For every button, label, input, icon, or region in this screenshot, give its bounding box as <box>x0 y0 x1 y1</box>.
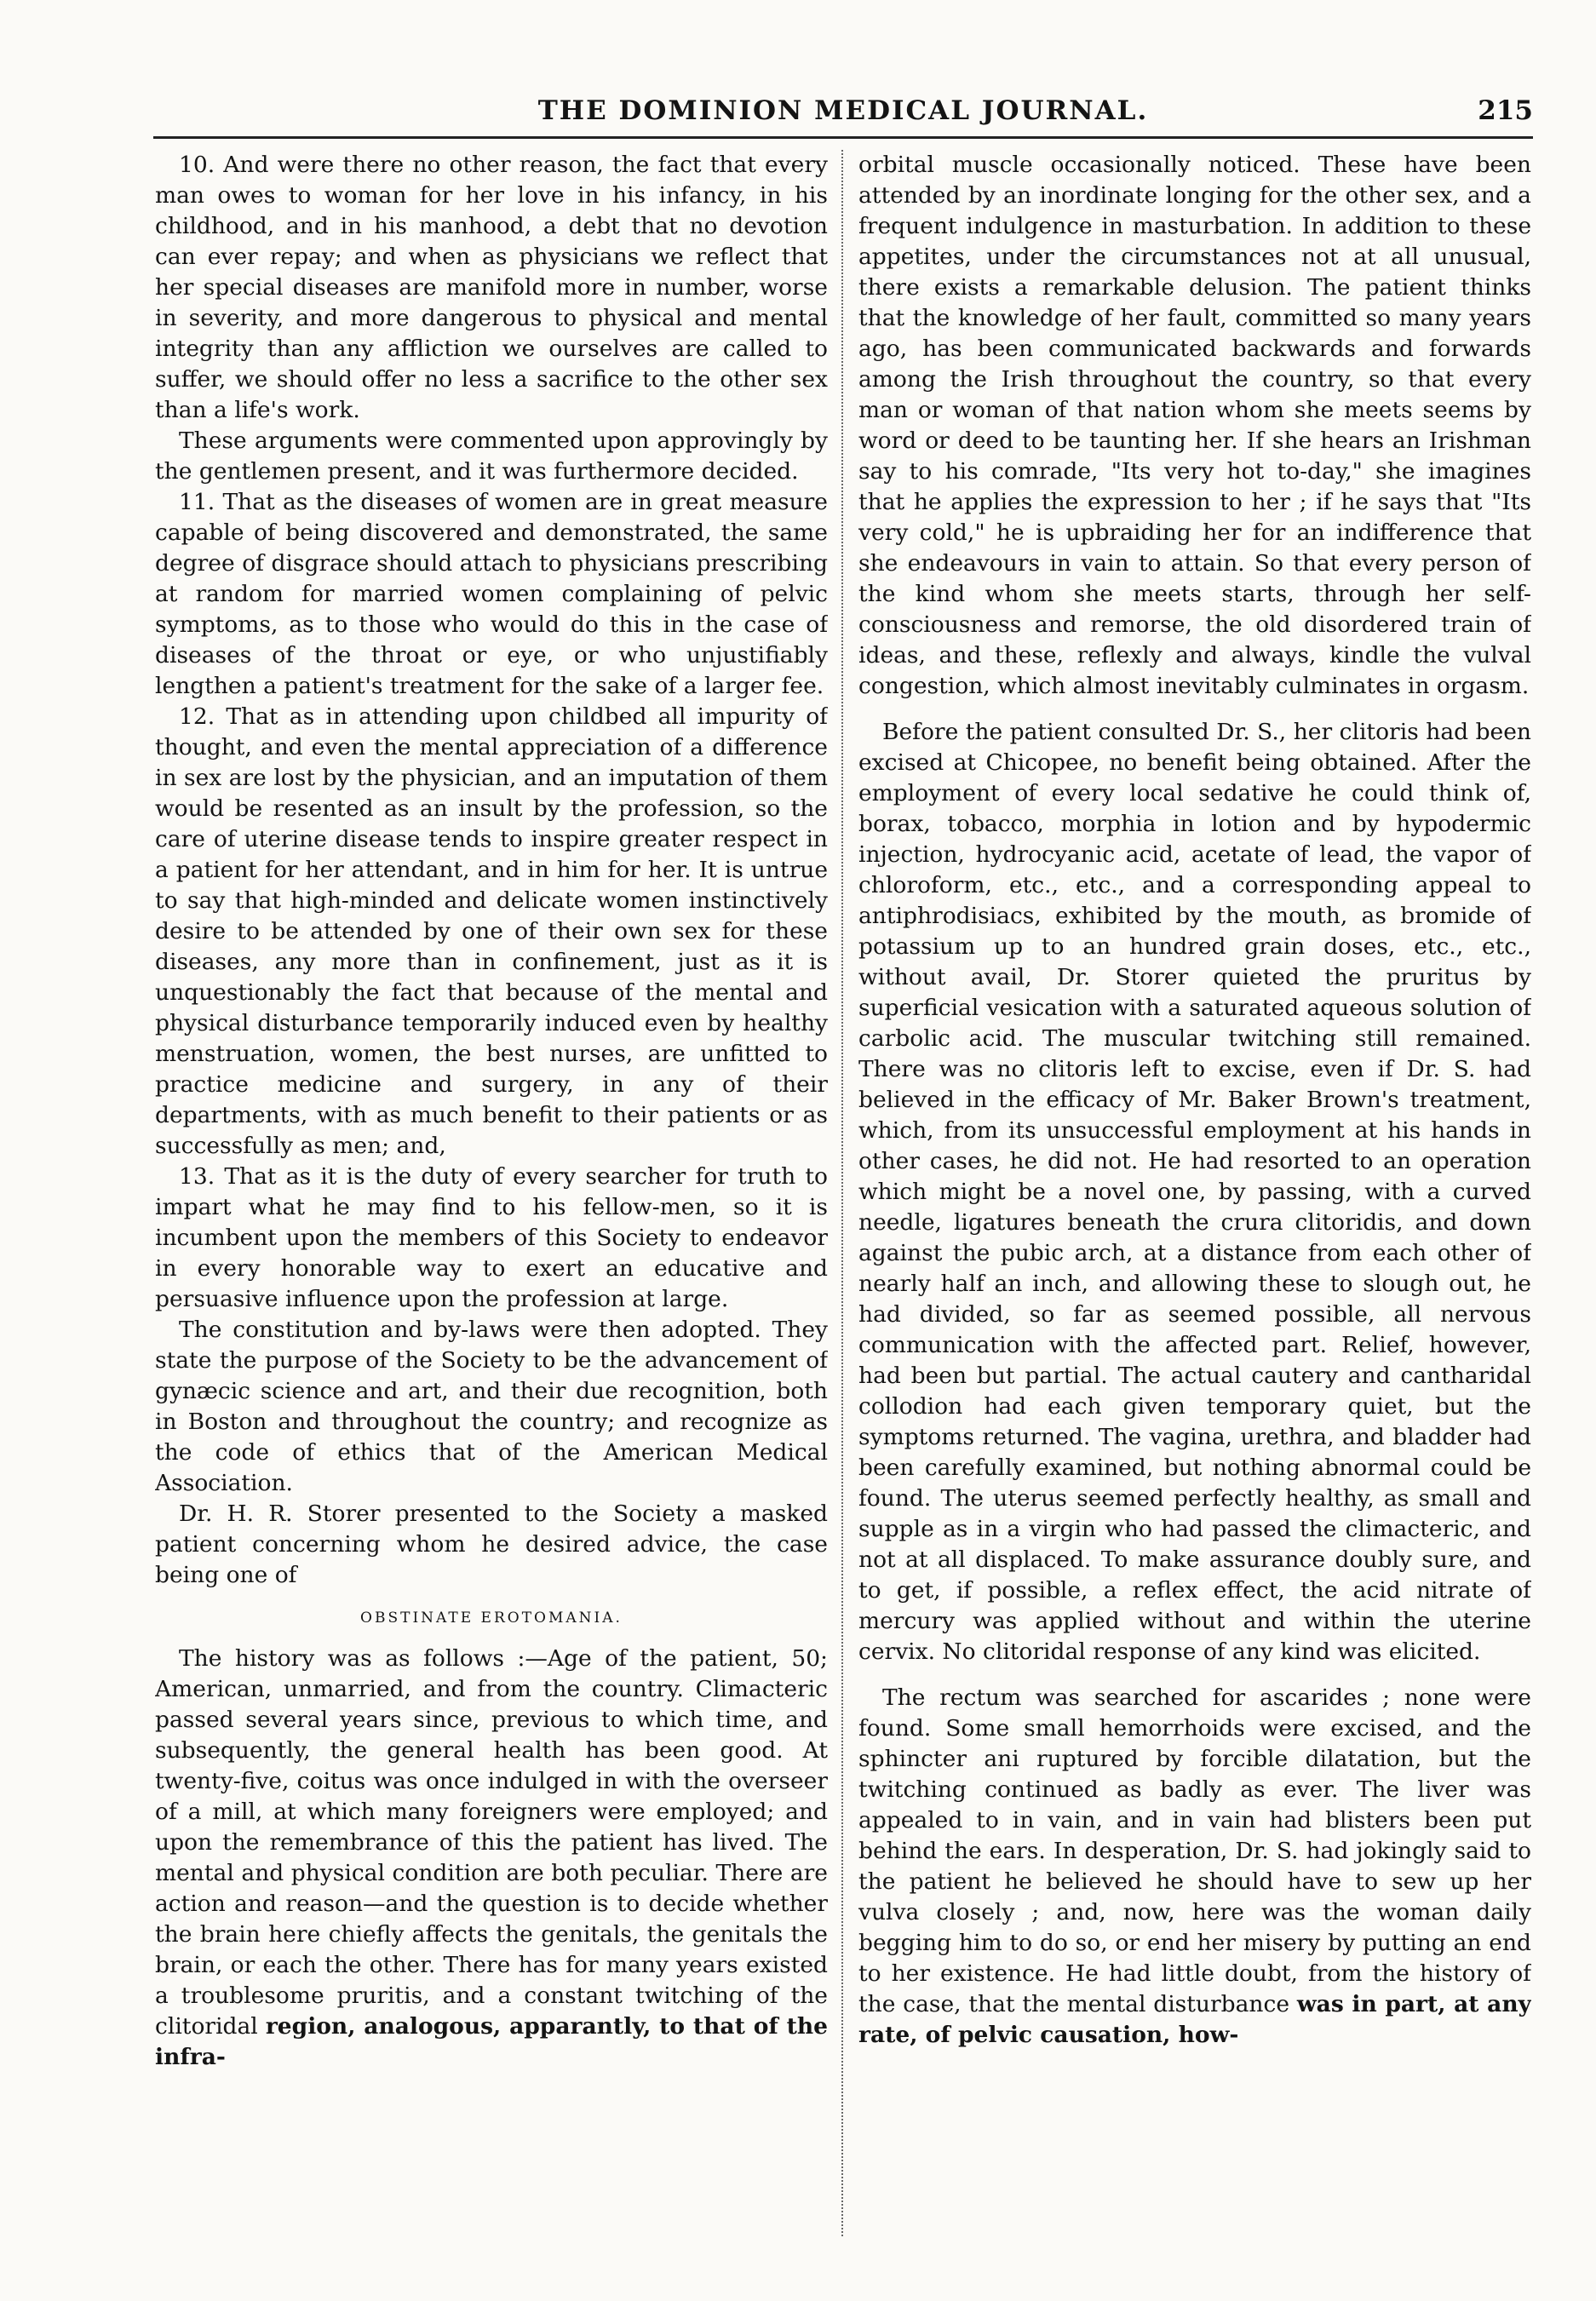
running-title: THE DOMINION MEDICAL JOURNAL. <box>537 95 1149 126</box>
paragraph-11: 11. That as the diseases of women are in great measure capable of being discovered and demonstrated, the same degree of disgrace should attach to physicians prescribing at random for married women complaining of pelvic symptoms, as to those who would do this in the case of diseases of the throat or eye, or who unjustifiably lengthen a patient's treatment for the sake of a larger fee. <box>155 489 828 699</box>
column-divider <box>841 150 843 2236</box>
history-bold-line: region, analogous, apparantly, to that of the infra- <box>155 2013 828 2070</box>
page-header <box>153 95 1533 138</box>
page-number: 215 <box>1478 95 1533 126</box>
history-text: The history was as follows :—Age of the patient, 50; American, unmarried, and from the country. Climacteric passed several years since, previous to which time, and subsequently, the general health has been good. At twenty-five, coitus was once indulged in with the overseer of a mill, at which many foreigners were employed; and upon the remembrance of this the patient has lived. The mental and physical condition are both peculiar. There are action and reason—and the question is to decide whether the brain here chiefly affects the genitals, the genitals the brain, or each the other. There has for many years existed a troublesome pruritis, and a constant twitching of the clitoridal <box>155 1645 828 2040</box>
section-heading: OBSTINATE EROTOMANIA. <box>360 1610 623 1627</box>
paragraph-13: 13. That as it is the duty of every searcher for truth to impart what he may find to his fellow-men, so it is incumbent upon the members of this Society to endeavor in every honorable way to exert an educative and persuasive influence upon the profession at large. <box>155 1163 828 1312</box>
left-column <box>155 150 828 2236</box>
paragraph-history <box>155 1644 828 2073</box>
rectum-bold-line: was in part, at any rate, of pelvic causation, how- <box>858 1991 1531 2048</box>
paragraph-storer: Dr. H. R. Storer presented to the Society a masked patient concerning whom he desired advice, the case being one of <box>155 1501 828 1588</box>
header-rule <box>153 136 1533 139</box>
paragraph-before-consult: Before the patient consulted Dr. S., her clitoris had been excised at Chicopee, no benefit being obtained. After the employment of every local sedative he could think of, borax, tobacco, morphia in lotion and by hypodermic injection, hydrocyanic acid, acetate of lead, the vapor of chloroform, etc., etc., and a corresponding appeal to antiphrodisiacs, exhibited by the mouth, as bromide of potassium up to an hundred grain doses, etc., etc., without avail, Dr. Storer quieted the pruritus by superficial vesication with a saturated aqueous solution of carbolic acid. The muscular twitching still remained. There was no clitoris left to excise, even if Dr. S. had believed in the efficacy of Mr. Baker Brown's treatment, which, from its unsuccessful employment at his hands in other cases, he did not. He had resorted to an operation which might be a novel one, by passing, with a curved needle, ligatures beneath the crura clitoridis, and down against the pubic arch, at a distance from each other of nearly half an inch, and allowing these to slough out, he had divided, so far as seemed possible, all nervous communication with the affected part. Relief, however, had been but partial. The actual cautery and cantharidal collodion had each given temporary quiet, but the symptoms returned. The vagina, urethra, and bladder had been carefully examined, but nothing abnormal could be found. The uterus seemed perfectly healthy, as small and supple as in a virgin who had passed the climacteric, and not at all displaced. To make assurance doubly sure, and to get, if possible, a reflex effect, the acid nitrate of mercury was applied without and within the uterine cervix. No clitoridal response of any kind was elicited. <box>858 719 1531 1665</box>
paragraph-arguments: These arguments were commented upon approvingly by the gentlemen present, and it was furthermore decided. <box>155 427 828 485</box>
paragraph-constitution: The constitution and by-laws were then adopted. They state the purpose of the Society to be the advancement of gynæcic science and art, and their due recognition, both in Boston and throughout the country; and recognize as the code of ethics that of the American Medical Association. <box>155 1317 828 1496</box>
right-column <box>858 150 1531 2236</box>
paragraph-orbital: orbital muscle occasionally noticed. These have been attended by an inordinate longing for the other sex, and a frequent indulgence in masturbation. In addition to these appetites, under the circumstances not at all unusual, there exists a remarkable delusion. The patient thinks that the knowledge of her fault, committed so many years ago, has been communicated backwards and forwards among the Irish throughout the country, so that every man or woman of that nation whom she meets seems by word or deed to be taunting her. If she hears an Irishman say to his comrade, "Its very hot to-day," she imagines that he applies the expression to her ; if he says that "Its very cold," he is upbraiding her for an indifference that she endeavours in vain to attain. So that every person of the kind whom she meets starts, through her self-consciousness and remorse, the old disordered train of ideas, and these, reflexly and always, kindle the vulval congestion, which almost inevitably culminates in orgasm. <box>858 152 1531 699</box>
rectum-text: The rectum was searched for ascarides ; none were found. Some small hemorrhoids were excised, and the sphincter ani ruptured by forcible dilatation, but the twitching continued as badly as ever. The liver was appealed to in vain, and in vain had blisters been put behind the ears. In desperation, Dr. S. had jokingly said to the patient he believed he should have to sew up her vulva closely ; and, now, here was the woman daily begging him to do so, or end her misery by putting an end to her existence. He had little doubt, from the history of the case, that the mental disturbance <box>858 1684 1531 2017</box>
paragraph-rectum <box>858 1683 1531 2051</box>
paragraph-12: 12. That as in attending upon childbed all impurity of thought, and even the mental appreciation of a difference in sex are lost by the physician, and an imputation of them would be resented as an insult by the profession, so the care of uterine disease tends to inspire greater respect in a patient for her attendant, and in him for her. It is untrue to say that high-minded and delicate women instinctively desire to be attended by one of their own sex for these diseases, any more than in confinement, just as it is unquestionably the fact that because of the mental and physical disturbance temporarily induced even by healthy menstruation, women, the best nurses, are unfitted to practice medicine and surgery, in any of their departments, with as much benefit to their patients or as successfully as men; and, <box>155 703 828 1159</box>
paragraph-10: 10. And were there no other reason, the fact that every man owes to woman for her love in his infancy, in his childhood, and in his manhood, a debt that no devotion can ever repay; and when as physicians we reflect that her special diseases are manifold more in number, worse in severity, and more dangerous to physical and mental integrity than any affliction we ourselves are called to suffer, we should offer no less a sacrifice to the other sex than a life's work. <box>155 152 828 423</box>
